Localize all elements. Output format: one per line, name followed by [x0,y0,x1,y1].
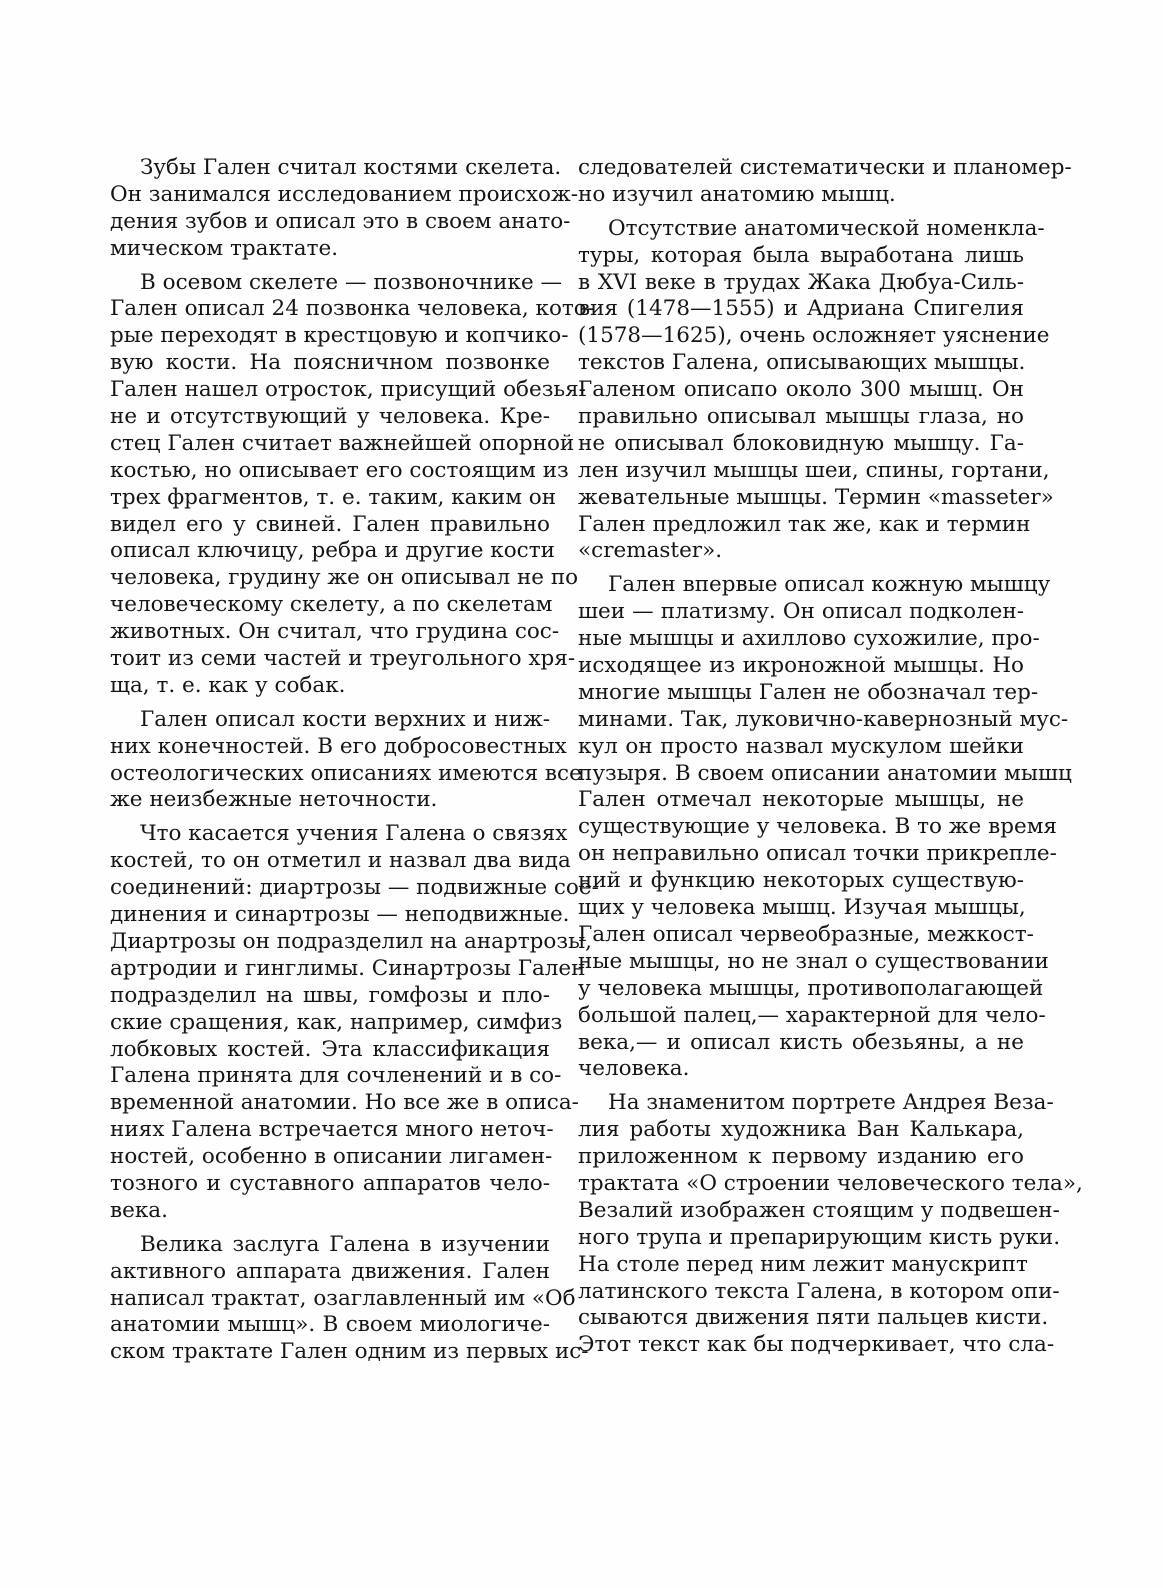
text-line: кул он просто назвал мускулом шейки [578,733,1024,759]
text-line: туры, которая была выработана лишь [578,242,1024,268]
text-line: приложенном к первому изданию его [578,1144,1024,1170]
text-line: Гален нашел отросток, присущий обезья- [110,377,586,403]
text-line: мическом трактате. [110,235,339,261]
paragraph [578,215,1054,566]
text-line: в XVI веке в трудах Жака Дюбуа-Силь- [578,269,1024,295]
paragraph [110,269,594,700]
text-line: костей, то он отметил и назвал два вида [110,848,571,874]
text-line: дения зубов и описал это в своем анато- [110,208,571,234]
text-line: трактата «О строении человеческого тела», [578,1170,1083,1196]
paragraph [578,572,1072,1083]
text-line: остеологических описаниях имеются все [110,760,582,786]
text-line: подразделил на швы, гомфозы и пло- [110,982,550,1008]
paragraph-gap [578,1083,1024,1090]
text-line: тоит из семи частей и треугольного хря- [110,646,576,672]
text-line: написал трактат, озаглавленный им «Об [110,1285,576,1311]
paragraph [110,821,599,1224]
text-line: костью, но описывает его состоящим из [110,457,569,483]
text-line: активного аппарата движения. Гален [110,1258,550,1284]
text-line: Отсутствие анатомической номенкла- [608,215,1045,241]
text-line: Гален впервые описал кожную мышцу [608,572,1051,598]
text-line: трех фрагментов, т. е. таким, каким он [110,484,557,510]
text-line: лен изучил мышцы шеи, спины, гортани, [578,457,1050,483]
text-line: текстов Галена, описывающих мышцы. [578,350,1026,376]
text-line: человека, грудину же он описывал не по [110,565,579,591]
text-line: Что касается учения Галена о связях [140,821,568,847]
text-line: ного трупа и препарирующим кисть руки. [578,1224,1061,1250]
text-line: но изучил анатомию мышц. [578,181,896,207]
text-line: человеческому скелету, а по скелетам [110,592,553,618]
paragraph [110,706,582,815]
text-line: шеи — платизму. Он описал подколен- [578,599,1024,625]
text-line: описал ключицу, ребра и другие кости [110,538,555,564]
text-line: Гален предложил так же, как и термин [578,511,1031,537]
text-line: Гален отмечал некоторые мышцы, не [578,787,1024,813]
text-line: вия (1478—1555) и Адриана Спигелия [578,296,1024,322]
text-line: Гален описал кости верхних и ниж- [140,706,550,732]
text-line: ща, т. е. как у собак. [110,672,346,698]
left-text-column [110,155,599,1366]
text-line: На столе перед ним лежит манускрипт [578,1251,1028,1277]
text-line: вую кости. На поясничном позвонке [110,350,550,376]
text-line: исходящее из икроножной мышцы. Но [578,653,1024,679]
text-line: динения и синартрозы — неподвижные. [110,902,570,928]
text-line: анатомии мышц». В своем миологиче- [110,1312,550,1338]
text-line: ском трактате Гален одним из первых ис- [110,1339,589,1365]
paragraph [578,1090,1083,1359]
text-line: артродии и гинглимы. Синартрозы Гален [110,955,586,981]
text-line: правильно описывал мышцы глаза, но [578,404,1024,430]
text-line: тозного и суставного аппаратов чело- [110,1170,550,1196]
text-line: минами. Так, луковично-кавернозный мус- [578,706,1069,732]
text-line: ские сращения, как, например, симфиз [110,1009,563,1035]
text-line: Галена принята для сочленений и в со- [110,1063,562,1089]
text-line: временной анатомии. Но все же в описа- [110,1090,579,1116]
text-line: (1578—1625), очень осложняет уяснение [578,323,1050,349]
text-line: ные мышцы, но не знал о существовании [578,948,1049,974]
text-line: «cremaster». [578,538,723,564]
text-line: существующие у человека. В то же время [578,814,1057,840]
text-line: рые переходят в крестцовую и копчико- [110,323,569,349]
text-line: ностей, особенно в описании лигамен- [110,1144,553,1170]
text-line: Гален описал 24 позвонка человека, кото- [110,296,594,322]
text-line: Зубы Гален считал костями скелета. [140,155,562,180]
text-line: ные мышцы и ахиллово сухожилие, про- [578,626,1040,652]
text-line: латинского текста Галена, в котором опи- [578,1278,1060,1304]
text-line: щих у человека мышц. Изучая мышцы, [578,895,1026,921]
text-line: ниях Галена встречается много неточ- [110,1117,554,1143]
text-line: следователей систематически и планомер- [578,155,1072,180]
text-line: Везалий изображен стоящим у подвешен- [578,1197,1060,1223]
text-line: лобковых костей. Эта классификация [110,1036,550,1062]
text-line: На знаменитом портрете Андрея Веза- [608,1090,1054,1116]
text-line: человека. [578,1056,690,1082]
paragraph-gap [110,700,550,707]
paragraph [110,155,578,263]
text-line: жевательные мышцы. Термин «masseter» [578,484,1054,510]
text-line: Гален описал червеобразные, межкост- [578,921,1034,947]
text-line: большой палец,— характерной для чело- [578,1002,1046,1028]
text-line: он неправильно описал точки прикрепле- [578,841,1057,867]
text-line: сываются движения пяти пальцев кисти. [578,1305,1049,1331]
text-line: же неизбежные неточности. [110,787,438,813]
text-line: у человека мышцы, противополагающей [578,975,1044,1001]
text-line: Велика заслуга Галена в изучении [140,1231,550,1257]
text-line: века,— и описал кисть обезьяны, а не [578,1029,1024,1055]
text-line: не описывал блоковидную мышцу. Га- [578,430,1024,456]
text-line: пузыря. В своем описании анатомии мышц [578,760,1072,786]
text-line: Галеном описапо около 300 мышц. Он [578,377,1024,403]
paragraph-gap [110,814,550,821]
text-line: Этот текст как бы подчеркивает, что сла- [578,1332,1055,1358]
paragraph-gap [110,1225,550,1232]
text-line: видел его у свиней. Гален правильно [110,511,550,537]
text-line: века. [110,1197,168,1223]
text-line: ний и функцию некоторых существую- [578,868,1024,894]
paragraph-gap [578,209,1024,216]
text-line: них конечностей. В его добросовестных [110,733,567,759]
paragraph [578,155,1072,209]
text-line: соединений: диартрозы — подвижные сое- [110,875,599,901]
paragraph-gap [578,565,1024,572]
right-text-column [578,155,1083,1359]
text-line: не и отсутствующий у человека. Кре- [110,404,550,430]
text-line: многие мышцы Гален не обозначал тер- [578,679,1039,705]
text-line: В осевом скелете — позвоночнике — [140,269,563,295]
paragraph [110,1231,589,1366]
paragraph-gap [110,263,550,270]
text-line: Он занимался исследованием происхож- [110,181,578,207]
text-line: стец Гален считает важнейшей опорной [110,430,575,456]
text-line: Диартрозы он подразделил на анартрозы, [110,928,593,954]
text-line: лия работы художника Ван Калькара, [578,1117,1024,1143]
text-line: животных. Он считал, что грудина сос- [110,619,560,645]
